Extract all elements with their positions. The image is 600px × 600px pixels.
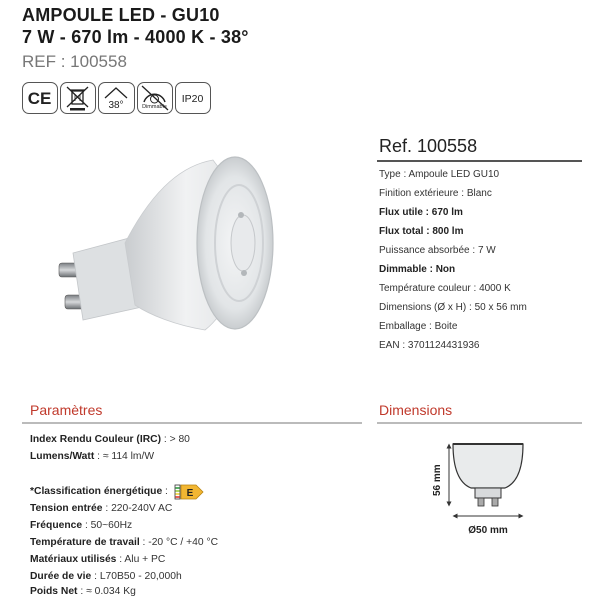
dimensions-divider [377,422,582,424]
beam-angle-icon [99,83,133,112]
param-operating-temp: Température de travail : -20 °C / +40 °C [30,537,219,548]
spec-row-useful-flux: Flux utile : 670 lm [379,207,463,218]
product-title: AMPOULE LED - GU10 [22,5,220,25]
spec-row-packaging: Emballage : Boite [379,321,458,332]
product-reference: REF : 100558 [22,52,127,71]
param-net-weight: Poids Net : ≈ 0.034 Kg [30,586,136,597]
beam-angle-badge [98,82,135,114]
spec-row-finish: Finition extérieure : Blanc [379,188,492,199]
spec-row-dimensions: Dimensions (Ø x H) : 50 x 56 mm [379,302,527,313]
param-lifetime: Durée de vie : L70B50 - 20,000h [30,571,182,582]
ip-rating-icon [176,83,209,112]
param-frequency: Fréquence : 50~60Hz [30,520,133,531]
dimension-height-label: 56 mm [432,464,443,496]
spec-divider [377,160,582,162]
dimmable-badge [137,82,173,114]
dimension-diameter-label: Ø50 mm [468,525,508,536]
energy-class-icon [174,484,204,500]
energy-class-letter: E [186,488,194,499]
param-irc: Index Rendu Couleur (IRC) : > 80 [30,434,190,445]
dimensions-title: Dimensions [379,402,453,418]
dimmable-label: Dimmable [142,104,167,110]
spec-row-dimmable: Dimmable : Non [379,264,456,275]
param-input-voltage: Tension entrée : 220-240V AC [30,503,173,514]
ip-rating-badge [175,82,211,114]
spec-row-ean: EAN : 3701124431936 [379,340,480,351]
ce-badge [22,82,58,114]
spec-row-color-temp: Température couleur : 4000 K [379,283,511,294]
weee-crossed-bin-icon [61,83,94,112]
spec-reference: Ref. 100558 [379,136,478,156]
beam-angle-label: 38° [108,100,124,111]
parametres-title: Paramètres [30,402,103,418]
dimension-drawing [425,438,535,538]
weee-badge [60,82,96,114]
bulb-photo [55,145,285,335]
parametres-divider [22,422,362,424]
ce-mark-icon [23,83,56,112]
spec-row-power: Puissance absorbée : 7 W [379,245,496,256]
param-materials: Matériaux utilisés : Alu + PC [30,554,166,565]
non-dimmable-icon [138,83,171,112]
ip-rating-label: IP20 [181,93,204,105]
spec-row-type: Type : Ampoule LED GU10 [379,169,500,180]
spec-row-total-flux: Flux total : 800 lm [379,226,464,237]
product-subtitle: 7 W - 670 lm - 4000 K - 38° [22,27,249,47]
param-lumens-per-watt: Lumens/Watt : ≈ 114 lm/W [30,451,155,462]
ce-mark-text: CE [27,89,52,108]
param-energy-class: *Classification énergétique : [30,486,168,497]
